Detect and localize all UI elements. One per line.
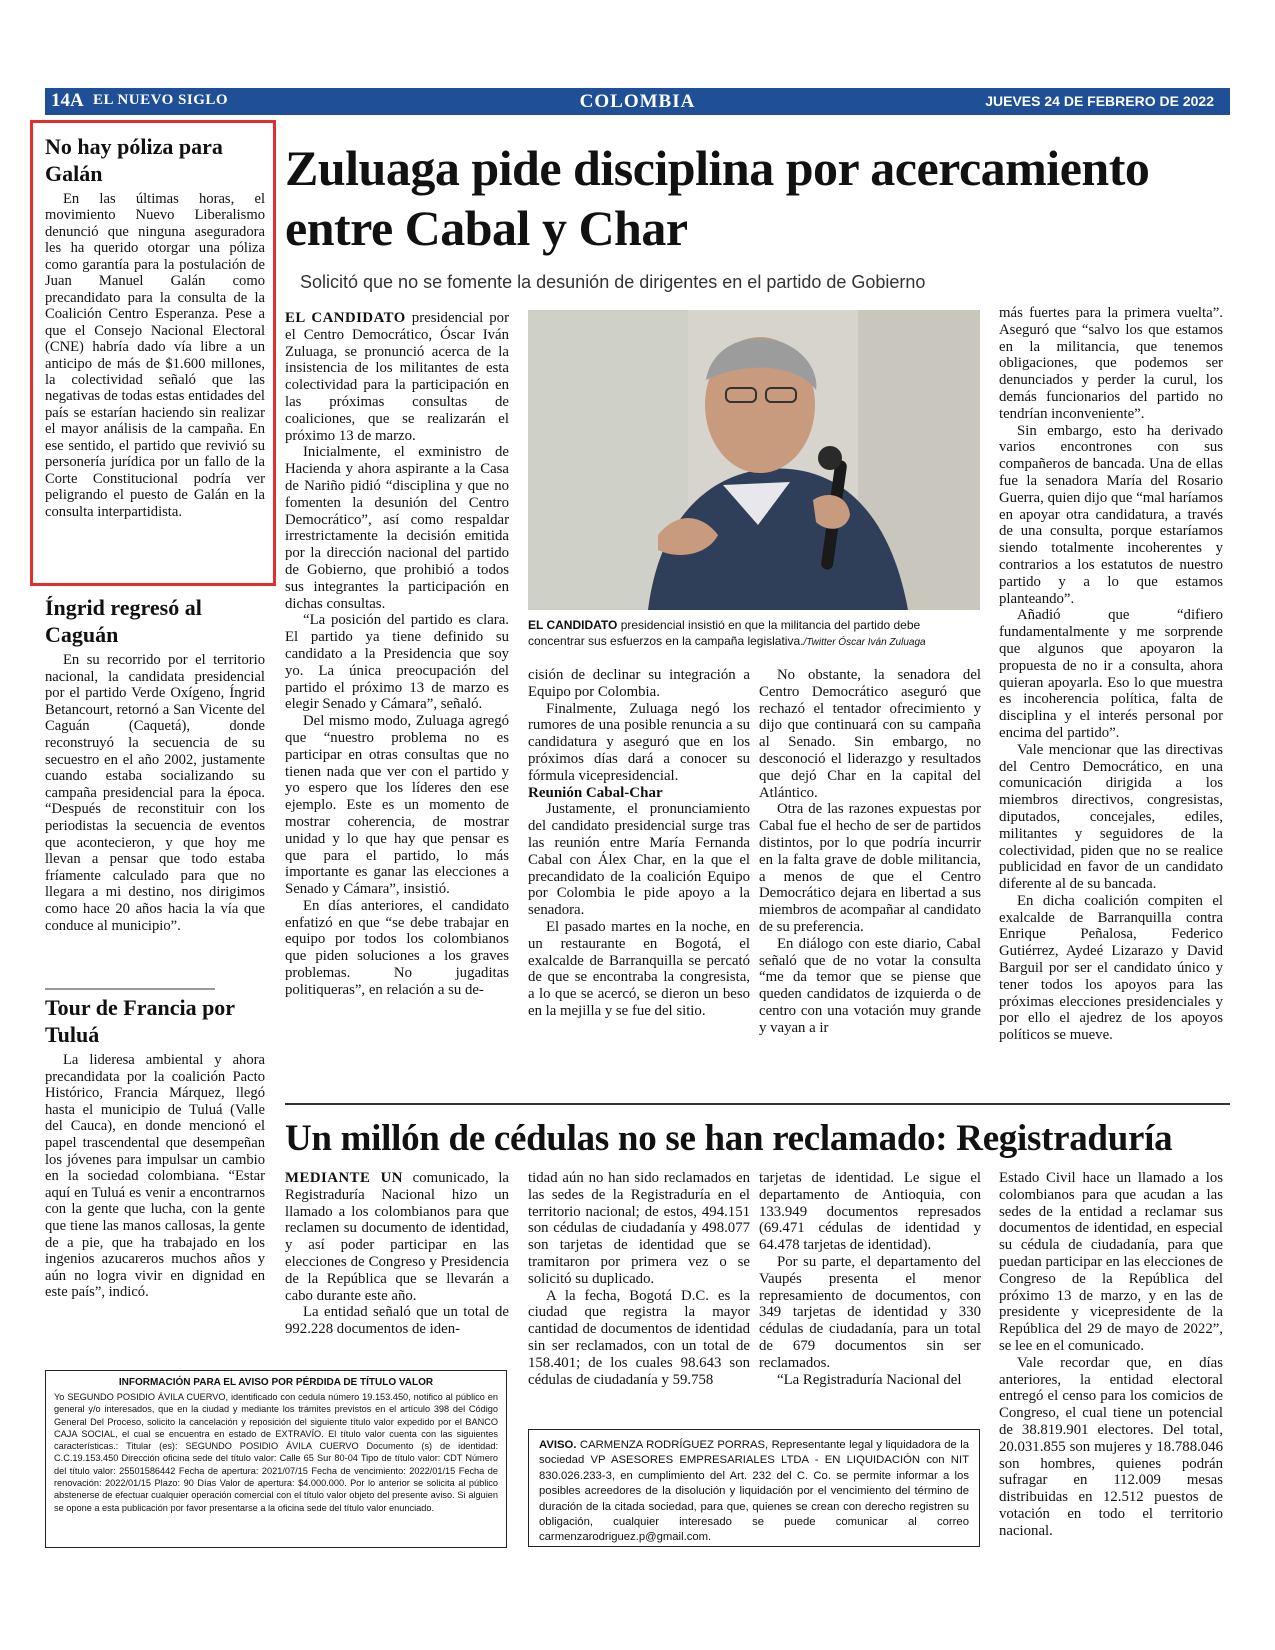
notice-title: INFORMACIÓN PARA EL AVISO POR PÉRDIDA DE TÍTULO VALOR <box>118 1377 434 1388</box>
brief-title: Íngrid regresó al Caguán <box>45 595 202 647</box>
main-paragraph: Finalmente, Zuluaga negó los rumores de una posible renuncia a su candidatura y aseguró que en los próximos días dará a conocer su fórmula vicepresidencial. <box>528 700 750 784</box>
main-paragraph: En diálogo con este diario, Cabal señaló que de no votar la consulta “me da temor que se piense que queden candidatos de izquierda o de centro con una votación muy grande y vayan a ir <box>759 935 981 1036</box>
brief-ingrid <box>45 594 265 934</box>
main-deck: Solicitó que no se fomente la desunión de dirigentes en el partido de Gobierno <box>300 272 926 292</box>
lead-word: MEDIANTE UN <box>285 1170 403 1186</box>
main-paragraph: Vale mencionar que las directivas del Centro Democrático, en una comunicación dirigida a los miembros directivos, congresistas, diputados, concejales, ediles, militantes y seguidores de la colectividad, piden que no se realice publicidad en favor de un candidato diferente al de su bancada. <box>999 741 1223 893</box>
brief-francia <box>45 994 265 1301</box>
main-col-4 <box>999 305 1223 1044</box>
main-paragraph: Sin embargo, esto ha derivado varios encontrones con sus compañeros de bancada. Una de ellas fue la senadora María del Rosario Guerra, quien dijo que “mal haríamos en apoyar otra candidatura, a través de una consulta, porque estaríamos siendo totalmente incoherentes y contrarios a los estatutos de nuestro partido y a lo que estamos planteando”. <box>999 422 1223 607</box>
main-paragraph: Añadió que “difiero fundamentalmente y me sorprende que algunos que apoyaron la propuesta de no ir a consulta, ahora quieran apoyarla. Eso lo que muestra es incoherencia política, falta de disciplina y el interés personal por encima del partido”. <box>999 607 1223 741</box>
subhead: Reunión Cabal-Char <box>528 784 663 801</box>
second-paragraph: tidad aún no han sido reclamados en las sedes de la Registraduría en el territorio nacional; de estos, 494.151 son cédulas de ciudadanía y 498.077 son tarjetas de identidad que se tramitaron por primera vez o se solicitó su duplicado. <box>528 1170 750 1287</box>
main-paragraph: En días anteriores, el candidato enfatizó en que “se debe trabajar en equipo por todos los colombianos que piden soluciones a los graves problemas. No jugaditas politiqueras”, en relación a su de- <box>285 897 509 998</box>
brief-paragraph: En su recorrido por el territorio nacional, la candidata presidencial por el partido Verde Oxígeno, Íngrid Betancourt, retornó a San Vicente del Caguán (Caquetá), donde reconstruyó la secuencia de su secuestro en el año 2002, justamente cuando estaba socializando su campaña presidencial para la época. “Después de reconstituir con los periodistas la secuencia de eventos que acontecieron, y que hoy me llevan a pensar que todo estaba fríamente calculado para que no llegara a mi destino, nos dirigimos como hace 20 años hacia la vía que conduce al municipio”. <box>45 652 265 934</box>
brief-title: No hay póliza para Galán <box>45 134 223 186</box>
main-col-3 <box>759 667 981 1037</box>
main-col-2 <box>528 667 750 1020</box>
candidate-photo-illustration <box>528 310 980 610</box>
caption-text: presidencial insistió en que la militancia del partido debe concentrar sus esfuerzos en la campaña legislativa. <box>528 618 921 648</box>
brief-paragraph: En las últimas horas, el movimiento Nuevo Liberalismo denunció que ninguna aseguradora les ha querido otorgar una póliza como garantía para la postulación de Juan Manuel Galán como precandidato para la consulta de la Coalición Centro Esperanza. Pese a que el Consejo Nacional Electoral (CNE) habría dado vía libre a un anticipo de más de $1.600 millones, la colectividad señaló que las negativas de todas estas entidades del país se estarían haciendo sin realizar el mayor análisis de la campaña. En ese sentido, el partido que revivió su personería jurídica por un fallo de la Corte Constitucional podría ver peligrando el puesto de Galán en la consulta interpartidista. <box>45 191 265 520</box>
main-paragraph: Otra de las razones expuestas por Cabal fue el hecho de ser de partidos distintos, por lo que podría incurrir en la falta grave de doble militancia, a menos de que el Centro Democrático dejara en libertad a sus miembros de acompañar al candidato de su preferencia. <box>759 801 981 935</box>
second-paragraph: La entidad señaló que un total de 992.228 documentos de iden- <box>285 1304 509 1338</box>
second-paragraph: “La Registraduría Nacional del <box>777 1371 962 1388</box>
main-paragraph: Justamente, el pronunciamiento del candidato presidencial surge tras las reunión entre María Fernanda Cabal con Álex Char, en la que el precandidato de la coalición Equipo por Colombia le pide apoyo a la senadora. <box>528 801 750 919</box>
lost-title-notice <box>45 1370 507 1548</box>
page-header-bar <box>45 88 1230 115</box>
notice-lead: AVISO. <box>539 1439 577 1451</box>
main-paragraph: cisión de declinar su integración a Equipo por Colombia. <box>528 667 750 700</box>
notice-body: CARMENZA RODRÍGUEZ PORRAS, Representante legal y liquidadora de la sociedad VP ASESORES EMPRESARIALES LTDA - EN LIQUIDACIÓN con NIT 830.026.233-3, en cumplimiento del Art. 232 del C. Co. se permite informar a los posibles acreedores de la disolución y liquidación por el vencimiento del término de duración de la citada sociedad, para que, quienes se crean con derecho registren su obligación, cualquier interesado se puede comunicar al correo carmenzarodriguez.p@gmail.com. <box>539 1439 969 1544</box>
brief-title: Tour de Francia por Tuluá <box>45 995 235 1047</box>
second-col-2 <box>528 1170 750 1388</box>
issue-date: JUEVES 24 DE FEBRERO DE 2022 <box>985 93 1214 109</box>
main-paragraph: Inicialmente, el exministro de Hacienda y ahora aspirante a la Casa de Nariño pidió “disciplina y que no fomenten la desunión del Centro Democrático”, así como respaldar irrestrictamente la decisión emitida por la dirección nacional del partido de Gobierno, que prohibió a todos sus integrantes la participación en dichas consultas. <box>285 444 509 612</box>
main-paragraph: En dicha coalición compiten el exalcalde de Barranquilla contra Enrique Peñalosa, Federico Gutiérrez, Aydeé Lizarazo y David Barguil por ser el candidato único y tener todos los apoyos para las próximas elecciones presidenciales y por ello el ajedrez de los apoyos políticos se mueve. <box>999 892 1223 1044</box>
section-divider <box>285 1103 1230 1105</box>
photo-caption <box>528 617 980 651</box>
page-number: 14A <box>51 90 84 111</box>
lead-word: EL CANDIDATO <box>285 310 406 326</box>
second-headline: Un millón de cédulas no se han reclamado: Registraduría <box>285 1118 1173 1159</box>
main-paragraph: más fuertes para la primera vuelta”. Aseguró que “salvo los que estamos en la militancia, que tenemos obligaciones, que podemos ser denunciados y perder la curul, los demás funcionarios del partido no tendrían inconveniente”. <box>999 305 1223 422</box>
main-paragraph: “La posición del partido es clara. El partido ya tiene definido su candidato a la Presidencia que soy yo. La única preocupación del partido el próximo 13 de marzo es elegir Senado y Cámara”, señaló. <box>285 612 509 713</box>
main-paragraph: No obstante, la senadora del Centro Democrático aseguró que rechazó el tentador ofrecimiento y dijo que continuará con su campaña al Senado. Sin embargo, no desconoció el liderazgo y resultados que dejó Char en la capital del Atlántico. <box>759 667 981 801</box>
caption-lead: EL CANDIDATO <box>528 618 618 632</box>
main-paragraph: El pasado martes en la noche, en un restaurante en Bogotá, el exalcalde de Barranquilla se percató de que se encontraba la congresista, a lo que se acercó, se dieron un beso en la mejilla y se fue del sitio. <box>528 918 750 1019</box>
notice-body-wrap <box>539 1438 969 1546</box>
main-headline: Zuluaga pide disciplina por acercamiento entre Cabal y Char <box>285 140 1150 256</box>
section-title: COLOMBIA <box>579 91 696 112</box>
newspaper-name: EL NUEVO SIGLO <box>93 92 229 108</box>
brief-divider <box>45 988 215 990</box>
second-col-4 <box>999 1170 1223 1540</box>
liquidation-notice <box>528 1429 980 1547</box>
photo-credit: /Twitter Óscar Iván Zuluaga <box>803 637 926 648</box>
second-lead-paragraph: MEDIANTE UN comunicado, la Registraduría Nacional hizo un llamado a los colombianos para que reclamen su documento de identidad, y así poder participar en las elecciones de Congreso y Presidencia de la República que se llevarán a cabo durante este año. <box>285 1170 509 1304</box>
brief-poliza <box>45 133 265 520</box>
second-paragraph: Por su parte, el departamento del Vaupés presenta el menor represamiento de documentos, con 349 tarjetas de identidad y 330 cédulas de ciudadanía, para un total de 679 documentos sin ser reclamados. <box>759 1253 981 1371</box>
second-paragraph: Vale recordar que, en días anteriores, la entidad electoral entregó el censo para los comicios de Congreso, el cual tiene un potencial de 38.819.901 electores. Del total, 20.031.855 son mujeres y 18.788.046 son hombres, quienes podrán sufragar en 112.009 mesas distribuidas en 12.512 puestos de votación en todo el territorio nacional. <box>999 1354 1223 1539</box>
main-lead-paragraph: EL CANDIDATO presidencial por el Centro Democrático, Óscar Iván Zuluaga, se pronunció acerca de la insistencia de los militantes de esta colectividad para la participación en las próximas consultas de coaliciones, que se realizarán el próximo 13 de marzo. <box>285 310 509 444</box>
brief-paragraph: La lideresa ambiental y ahora precandidata por la coalición Pacto Histórico, Francia Márquez, llegó hasta el municipio de Tuluá (Valle del Cauca), en donde mencionó el papel trascendental que desempeñan los jóvenes para impulsar un cambio en la sociedad colombiana. “Estar aquí en Tuluá es venir a encontrarnos con la gente que lucha, con la gente que tiene las manos callosas, la gente de a pie, que ha trabajado en los ingenios azucareros muchos años y aún no logra vivir en dignidad en este país”, indicó. <box>45 1052 265 1301</box>
second-paragraph: A la fecha, Bogotá D.C. es la ciudad que registra la mayor cantidad de documentos de identidad sin ser reclamados, con un total de 158.401; de los cuales 98.643 son cédulas de ciudadanía y 59.758 <box>528 1287 750 1388</box>
second-col-1 <box>285 1170 509 1338</box>
second-paragraph: Estado Civil hace un llamado a los colombianos para que acudan a las sedes de la entidad a reclamar sus documentos de identidad, en especial su cédula de ciudadanía, para que puedan participar en las elecciones de Congreso de la República del próximo 13 de marzo, y en las de presidente y vicepresidente de la República del 29 de mayo de 2022”, se lee en el comunicado. <box>999 1170 1223 1354</box>
second-paragraph: tarjetas de identidad. Le sigue el departamento de Antioquia, con 133.949 documentos represados (69.471 cédulas de identidad y 64.478 tarjetas de identidad). <box>759 1170 981 1254</box>
notice-body: Yo SEGUNDO POSIDIO ÁVILA CUERVO, identificado con cedula número 19.153.450, notifico al público en general y/o interesados, que en la ciudad y mediante los trámites previstos en el artículo 398 del Código General Del Proceso, solicito la cancelación y reposición del siguiente título valor expedido por el BANCO CAJA SOCIAL, el cual se encuentra en estado de EXTRAVÍO. El título valor cuenta con las siguientes características.: Titular (es): SEGUNDO POSIDIO ÁVILA CUERVO Documento (s) de identidad: C.C.19.153.450 Dirección oficina sede del título valor: Calle 65 Sur 80-04 Tipo de título valor: CDT Número del título valor: 25501586442 Fecha de apertura: 2021/07/15 Fecha de vencimiento: 2022/01/15 Fecha de renovación: 2022/01/15 Plazo: 90 Días Valor de apertura: $4.000.000. Por lo anterior se solicita al público abstenerse de efectuar cualquier operación comercial con el título valor objeto del presente aviso. Si alguien se opone a esta publicación por favor presentarse a la oficina sede del título valor enunciado. <box>54 1392 498 1513</box>
candidate-photo <box>528 310 980 610</box>
second-col-3 <box>759 1170 981 1388</box>
main-paragraph: Del mismo modo, Zuluaga agregó que “nuestro problema no es participar en otras consultas que no tienen nada que ver con el partido y yo espero que los líderes den ese ejemplo. Este es un momento de mostrar coherencia, de mostrar unidad y lo que hay que pensar es que para el partido, lo más importante es ganar las elecciones a Senado y Cámara”, insistió. <box>285 713 509 898</box>
main-col-1 <box>285 310 509 999</box>
